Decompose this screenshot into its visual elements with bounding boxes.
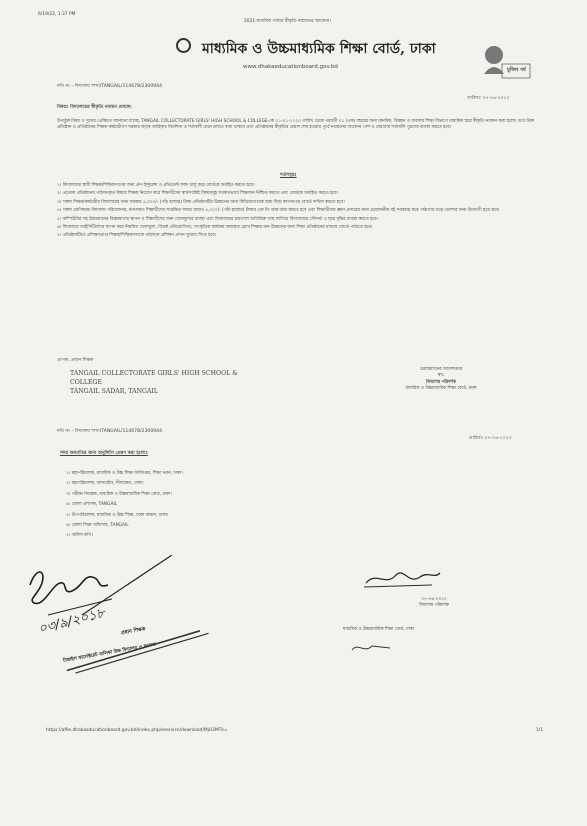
board-logo-icon bbox=[176, 38, 191, 53]
condition-item: ৩। সকল শিক্ষক/কর্মচারীর বিদ্যালয়ের জন্য সরকার ৫,০০০/- (পাঁচ হাজার) টাকা প্রতিষ্ঠানটির উন্নয়নের জন্য বিধিমোতাবেক জমা দিয়ে কাগজপত্র বোর্ডে দাখিল করতে হবে। bbox=[57, 199, 345, 205]
inspector-signature bbox=[362, 565, 442, 593]
print-page-title: 2021-মাধ্যমিক পর্যায়ে স্বীকৃতি নবায়নের আবেদন। bbox=[244, 19, 331, 24]
signer-board: মাধ্যমিক ও উচ্চমাধ্যমিক শিক্ষা বোর্ড, ঢাকা bbox=[405, 386, 477, 392]
signer-sign: স্বাঃ bbox=[437, 373, 445, 379]
stamp-title: প্রধান শিক্ষক bbox=[120, 626, 147, 637]
signer-bottom-title: বিদ্যালয় পরিদর্শক bbox=[419, 603, 449, 609]
recipient-line3: TANGAIL SADAR, TANGAIL bbox=[70, 388, 158, 395]
memo-date: তারিখঃ ০৭-০৬-২০২০ bbox=[467, 96, 510, 101]
body-paragraph: উপর্যুক্ত বিষয় ও সূত্রের প্রেক্ষিতে জানানো যাচ্ছে, TANGAIL COLLECTORATE GIRLS' HIGH SCHOOL & COLLEGE-কে ০১-০১-২০২০ তারিখ থেকে পরবর্তী ০১ (এক) বছরের জন্য মানবিক, বিজ্ঞান ও ব্যবসায় শিক্ষা বিভাগে মাধ্যমিক স্তরে স্বীকৃতি নবায়ন করা হলো। তবে উক্ত প্রতিষ্ঠান ও প্রতিষ্ঠানের শিক্ষক-কর্মচারীগণ সরকার কর্তৃক জারিকৃত নির্দেশনা ও শর্তাবলী মেনে চলতে বাধ্য থাকবে এবং প্রতিষ্ঠানের স্বীকৃতির মেয়াদ শেষ হওয়ার পূর্বে নবায়নের আবেদন পেশ ও মেয়াদের শর্তাবলি পূরণের ব্যবস্থা করতে হবে। bbox=[57, 119, 534, 131]
condition-item: ৭। প্রতিষ্ঠানটিতে প্রশিক্ষণপ্রাপ্ত শিক্ষক/শিক্ষিকাগণকে পাঠদানে প্রশিক্ষণ প্রদান সুযোগ দিতে হবে। bbox=[57, 233, 217, 239]
copy-to-item: ১। মহাপরিচালক, মাধ্যমিক ও উচ্চ শিক্ষা অধিদপ্তর, শিক্ষা ভবন, ঢাকা। bbox=[66, 471, 183, 476]
condition-item: ২। প্রত্যেক প্রতিষ্ঠানের পাঠদানকৃত বিষয়ে শিক্ষক নিয়োগ করে শিক্ষার্থীদের স্বার্থসংশ্লিষ্ট বিষয়সমূহ যথাযথভাবে শিক্ষাদান নিশ্চিত করতে এবং বোর্ডকে অবহিত করতে হবে। bbox=[57, 191, 339, 197]
signer-block-top bbox=[376, 367, 506, 393]
subject-line: বিষয়ঃ বিদ্যালয়ের স্বীকৃতি নবায়ন প্রসঙ্গে। bbox=[57, 105, 132, 110]
memo2-number: নথি নং - বিদ্যালয় শাখা/TANGAIL/114678/2300944 bbox=[57, 429, 163, 434]
signer-bottom-date: ০৭-০৬-২০২০ bbox=[421, 597, 447, 602]
footer-page-number: 1/1 bbox=[536, 728, 544, 733]
recipient-label: প্রাপক, প্রধান শিক্ষক bbox=[57, 358, 94, 363]
conditions-list bbox=[57, 183, 543, 240]
condition-item: ১। বিদ্যালয়ের স্থায়ী শিক্ষক/শিক্ষিকাগণের জন্য গ্রুপ ইন্সুরেন্স ও প্রভিডেন্ট ফান্ড চালু করে বোর্ডকে অবহিত করতে হবে। bbox=[57, 183, 255, 188]
print-datetime: 6/19/22, 1:37 PM bbox=[38, 12, 76, 17]
recipient-line2: COLLEGE bbox=[70, 379, 103, 386]
signer-order: চেয়ারম্যানের আদেশক্রমে bbox=[419, 367, 463, 372]
recipient-line1: TANGAIL COLLECTORATE GIRLS' HIGH SCHOOL & bbox=[70, 370, 238, 377]
signer-block-bottom bbox=[364, 597, 504, 610]
copy-to-item: ৬। জেলা শিক্ষা অফিসার, TANGAIL bbox=[66, 523, 129, 529]
board-name: মাধ্যমিক ও উচ্চমাধ্যমিক শিক্ষা বোর্ড, ঢাকা bbox=[202, 41, 436, 57]
initials-mark bbox=[350, 640, 400, 656]
memo-number: নথি নং - বিদ্যালয় শাখা/TANGAIL/114678/2300944 bbox=[57, 84, 163, 89]
handwritten-date: ০৩/৯/২০১৮ bbox=[36, 606, 107, 638]
mujib-borsho-logo bbox=[480, 40, 535, 82]
signer-bottom-board: মাধ্যমিক ও উচ্চমাধ্যমিক শিক্ষা বোর্ড, ঢাকা bbox=[343, 627, 414, 632]
board-website: www.dhakaeducationboard.gov.bd bbox=[243, 64, 338, 70]
copy-to-item: ২। মহাপরিচালক, ব্যানবেইস, নীলক্ষেত, ঢাকা। bbox=[66, 481, 144, 487]
mujib-logo-text: মুজিব বর্ষ bbox=[507, 67, 526, 73]
recipient-address bbox=[70, 369, 238, 396]
copy-to-item: ৪। জেলা প্রশাসক, TANGAIL bbox=[66, 502, 118, 508]
copy-to-list bbox=[66, 471, 366, 540]
condition-item: ৫। কম্পিউটার সহ উন্নতমানের বিজ্ঞানাগার স্থাপন ও শিক্ষার্থীদের জন্য খেলাধুলার ব্যবস্থা এবং বিদ্যালয়ের চারপাশে অতিরিক্ত গাছ লাগিয়ে বিদ্যালয়ের সৌন্দর্য্য ও ছাত্র বৃদ্ধির ব্যবস্থা করতে হবে। bbox=[57, 216, 379, 222]
copy-to-item: ৫। উপপরিচালক, মাধ্যমিক ও উচ্চ শিক্ষা, ঢাকা অঞ্চল, ঢাকা। bbox=[66, 512, 169, 518]
copy-to-item: ৩। পরীক্ষা নিয়ন্ত্রক, মাধ্যমিক ও উচ্চমাধ্যমিক শিক্ষা বোর্ড, ঢাকা। bbox=[66, 491, 172, 497]
footer-url: https://afile.dhakaeducationboard.gov.bd/index.php/eservice/download/MjU3MTk= bbox=[46, 728, 228, 733]
signer-title: বিদ্যালয় পরিদর্শক bbox=[426, 379, 456, 385]
conditions-title: শর্তসমূহঃ bbox=[280, 173, 297, 178]
copy-to-item: ৭। অফিস কপি। bbox=[66, 533, 93, 539]
condition-item: ৪। সকল শ্রেণিকক্ষে বিদ্যালয় পরিচালনার, মানসম্মত শিক্ষার্থীদের সংরক্ষিত ফান্ডে আরও ৫,০০০/- (পাঁচ হাজার) টাকার এফ ডি আর জমা করতে হবে এবং শিক্ষার্থীদের জ্ঞান প্রসারের জন্য প্রয়োজনীয় বই সরবরাহ করে পাঠাগার গড়ে তোলার জন্য উদ্যোগী হতে হবে। bbox=[57, 208, 500, 214]
memo2-date: তারিখঃ ০৭-০৬-২০২০ bbox=[469, 436, 512, 441]
condition-item: ৬। বিদ্যালয়ে আইসিটি/ল্যাব স্থাপন করে নিয়মিত খেলাধুলা, বিতর্ক প্রতিযোগিতা, সাংস্কৃতিক কার্যক্রম অব্যাহত রেখে শিক্ষার মান উন্নয়নের জন্য শিক্ষা প্রতিষ্ঠানের মাধ্যমে বোর্ডে পাঠাতে হবে। bbox=[57, 225, 373, 231]
stamp-school: টাঙ্গাইল কালেক্টরেট বালিকা উচ্চ বিদ্যালয় ও কলেজ bbox=[62, 642, 157, 664]
copy-to-title: সদয় অবগতির জন্য অনুলিপি প্রেরণ করা হলোঃ bbox=[60, 451, 148, 456]
